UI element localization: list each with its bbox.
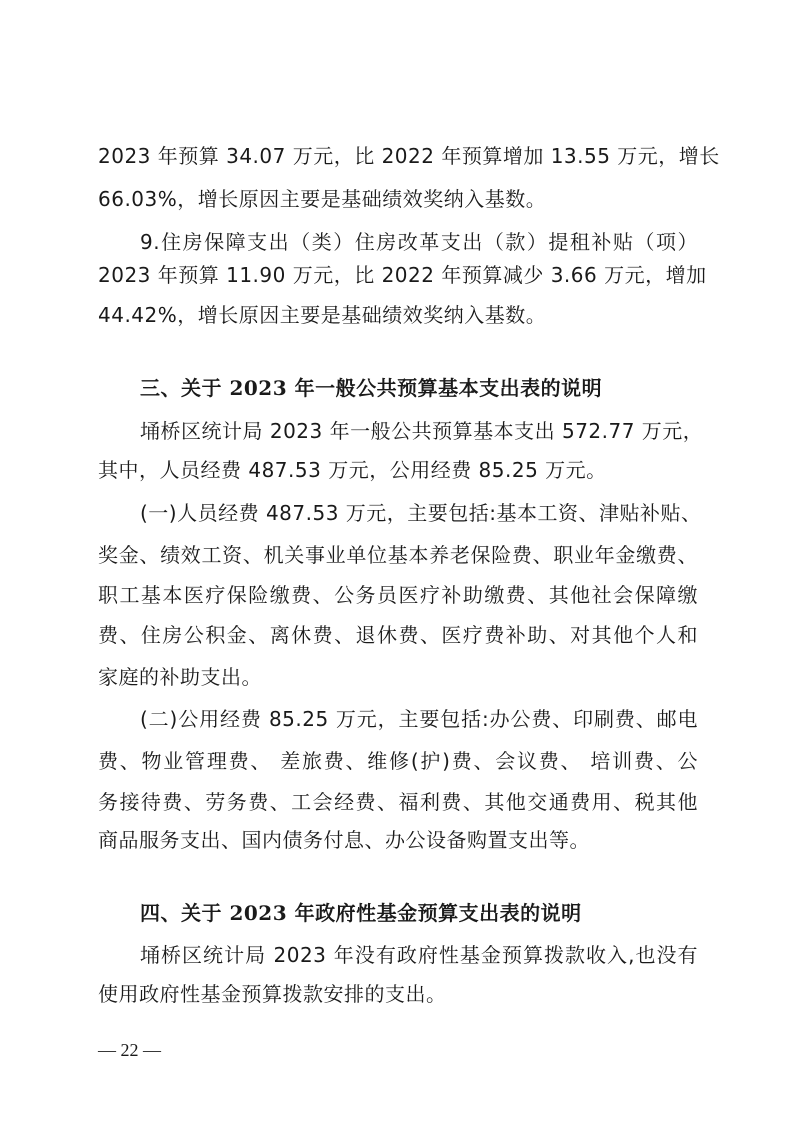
public-line-4: 商品服务支出、国内债务付息、办公设备购置支出等。 (98, 828, 590, 852)
section-3-intro-line-2: 其中，人员经费 487.53 万元，公用经费 85.25 万元。 (98, 458, 607, 482)
personnel-line-3: 职工基本医疗保险缴费、公务员医疗补助缴费、其他社会保障缴 (98, 583, 698, 607)
paragraph-2-line-1: 9.住房保障支出（类）住房改革支出（款）提租补贴（项） (140, 230, 698, 254)
personnel-line-4: 费、住房公积金、离休费、退休费、医疗费补助、对其他个人和 (98, 623, 698, 647)
public-line-1: (二)公用经费 85.25 万元，主要包括:办公费、印刷费、邮电 (140, 707, 698, 731)
section-4-line-2: 使用政府性基金预算拨款安排的支出。 (98, 982, 447, 1006)
section-4-line-1: 埇桥区统计局 2023 年没有政府性基金预算拨款收入,也没有 (140, 943, 698, 967)
paragraph-1-line-1: 2023 年预算 34.07 万元，比 2022 年预算增加 13.55 万元，增长 (98, 144, 720, 168)
paragraph-1-line-2: 66.03%，增长原因主要是基础绩效奖纳入基数。 (98, 187, 547, 211)
section-4-heading: 四、关于 2023 年政府性基金预算支出表的说明 (140, 901, 582, 925)
section-3-intro-line-1: 埇桥区统计局 2023 年一般公共预算基本支出 572.77 万元， (140, 419, 704, 443)
public-line-3: 务接待费、劳务费、工会经费、福利费、其他交通费用、税其他 (98, 790, 698, 814)
page-number: — 22 — (98, 1040, 161, 1060)
paragraph-2-line-2: 2023 年预算 11.90 万元，比 2022 年预算减少 3.66 万元，增加 (98, 263, 707, 287)
paragraph-2-line-3: 44.42%，增长原因主要是基础绩效奖纳入基数。 (98, 303, 547, 327)
section-3-heading: 三、关于 2023 年一般公共预算基本支出表的说明 (140, 376, 603, 400)
personnel-line-5: 家庭的补助支出。 (98, 665, 262, 689)
personnel-line-2: 奖金、绩效工资、机关事业单位基本养老保险费、职业年金缴费、 (98, 543, 698, 567)
public-line-2: 费、物业管理费、 差旅费、维修(护)费、会议费、 培训费、公 (98, 749, 698, 773)
personnel-line-1: (一)人员经费 487.53 万元，主要包括:基本工资、津贴补贴、 (140, 501, 702, 525)
